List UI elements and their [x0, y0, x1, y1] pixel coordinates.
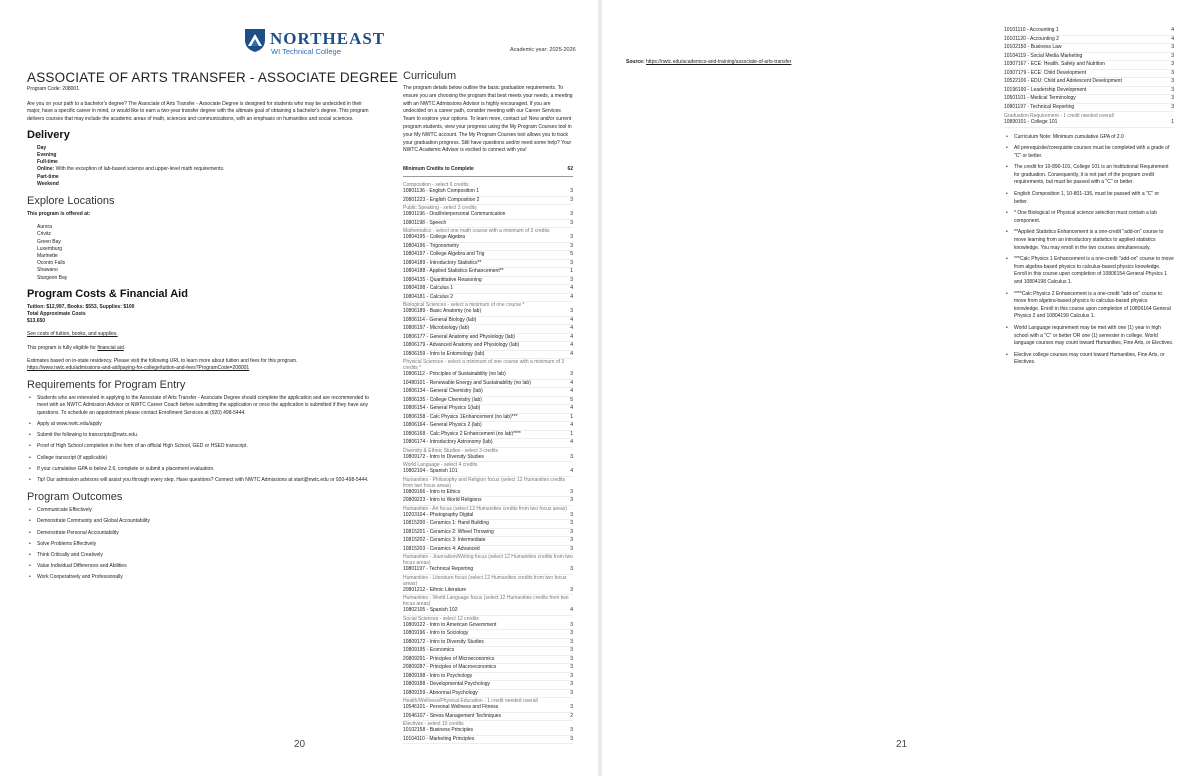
course-credits: 3 — [1171, 61, 1174, 67]
outcomes-list — [27, 507, 375, 581]
course-row — [1004, 70, 1174, 79]
location-item: Crivitz — [37, 231, 51, 238]
costs-estimates: Estimates based on in-state residency. Please visit the following URL to learn more about tuition and fees for this program. — [27, 357, 298, 364]
requirement-item: • If your cumulative GPA is below 2.6, complete or submit a placement evaluation. — [27, 466, 375, 473]
course-row — [403, 656, 573, 665]
course-credits: 4 — [570, 405, 573, 412]
course-name: 10809166 - Intro to Ethics — [403, 488, 461, 495]
course-name: 10801197 - Technical Reporting — [1004, 103, 1075, 110]
course-credits: 4 — [570, 285, 573, 292]
course-group-heading: Mathematics - select one math course with a minimum of 3 credits — [403, 228, 550, 235]
delivery-online — [37, 166, 375, 173]
course-credits: 3 — [570, 621, 573, 628]
logo-college-name: NORTHEAST — [270, 29, 386, 48]
course-name: 10809196 - Intro to Sociology — [403, 630, 469, 637]
course-name: 10806168 - Calc Physics 2 Enhancement (no lab)**** — [403, 430, 521, 437]
course-row — [403, 211, 573, 220]
course-credits: 3 — [570, 630, 573, 637]
course-name: 10801196 - Oral/Interpersonal Communication — [403, 211, 506, 218]
course-row — [403, 397, 573, 406]
course-name: 10101120 - Accounting 2 — [1004, 35, 1059, 42]
course-row — [403, 736, 573, 745]
course-credits: 4 — [570, 325, 573, 332]
course-credits: 3 — [570, 196, 573, 203]
course-credits: 3 — [570, 520, 573, 527]
course-credits: 4 — [570, 607, 573, 614]
financial-aid-line: This program is fully eligible for financial aid. — [27, 344, 126, 351]
course-row — [1004, 95, 1174, 104]
course-group-heading: Health/Wellness/Physical Education - 1 credit needed overall — [403, 698, 538, 705]
course-credits: 3 — [570, 545, 573, 552]
course-name: 10806174 - Introductory Astronomy (lab) — [403, 439, 493, 446]
course-name: 10806179 - Advanced Anatomy and Physiology (lab) — [403, 342, 520, 349]
course-name: 10809172 - Intro to Diversity Studies — [403, 453, 484, 460]
source-line — [626, 59, 791, 65]
course-row — [403, 268, 573, 277]
course-name: 10806154 - General Physics 1(lab) — [403, 405, 481, 412]
course-credits: 3 — [570, 735, 573, 742]
curriculum-note: • **Applied Statistics Enhancement is a one-credit "add-on" course to move learning from an introductory statistics to applied statistics knowledge. You may enroll in the two courses simultaneously. — [1004, 229, 1174, 252]
course-credits: 4 — [570, 316, 573, 323]
course-credits: 3 — [1171, 52, 1174, 59]
course-name: 10809172 - Intro to Diversity Studies — [403, 638, 484, 645]
course-row — [403, 529, 573, 538]
course-row — [403, 405, 573, 414]
course-credits: 3 — [570, 638, 573, 645]
course-name: 10815201 - Ceramics 2: Wheel Throwing — [403, 528, 494, 535]
course-name: 10806197 - Microbiology (lab) — [403, 325, 470, 332]
course-name: 10196190 - Leadership Development — [1004, 86, 1087, 93]
delivery-list — [27, 145, 375, 188]
course-name: 10307167 - ECE: Health, Safety and Nutrition — [1004, 61, 1105, 67]
course-row — [403, 388, 573, 397]
outcome-item: • Demonstrate Community and Global Accountability — [27, 518, 375, 525]
financial-aid-link[interactable]: financial aid — [97, 344, 124, 351]
course-credits: 4 — [570, 379, 573, 386]
course-name: 10806189 - Basic Anatomy (no lab) — [403, 308, 482, 315]
course-row — [403, 454, 573, 463]
course-credits: 3 — [570, 188, 573, 195]
requirement-item: • College transcript (if applicable) — [27, 455, 375, 462]
course-row — [403, 334, 573, 343]
curriculum-continued-column — [1004, 27, 1174, 371]
course-credits: 4 — [1171, 27, 1174, 33]
course-name: 10890101 - College 101 — [1004, 119, 1058, 125]
course-credits: 3 — [570, 727, 573, 734]
course-row — [403, 243, 573, 252]
course-credits: 3 — [570, 219, 573, 226]
course-name: 10804197 - College Algebra and Trig — [403, 251, 485, 258]
course-name: 10480101 - Renewable Energy and Sustainability (no lab) — [403, 379, 531, 386]
course-groups — [403, 182, 573, 744]
course-group-heading: World Language - select 4 credits — [403, 462, 478, 469]
course-credits: 4 — [570, 468, 573, 475]
course-row — [1004, 78, 1174, 87]
logo-college-subtitle: WI Technical College — [271, 47, 341, 56]
course-credits: 4 — [570, 439, 573, 446]
costs-heading: Program Costs & Financial Aid — [27, 287, 188, 300]
outcomes-heading: Program Outcomes — [27, 491, 123, 504]
course-row — [1004, 53, 1174, 62]
delivery-heading: Delivery — [27, 128, 70, 141]
course-credits: 3 — [570, 488, 573, 495]
course-name: 10809159 - Abnormal Psychology — [403, 689, 478, 696]
course-group-heading: Humanities - Philosophy and Religion focus (select 12 Humanities credits from two focus areas) — [403, 476, 566, 489]
course-name: 20809291 - Principles of Microeconomics — [403, 655, 495, 662]
course-credits: 3 — [1171, 86, 1174, 93]
course-name: 10815202 - Ceramics 3: Intermediate — [403, 537, 486, 544]
requirement-item: • Proof of High School completion in the form of an official High School, GED or HSED transcript. — [27, 443, 375, 450]
course-row — [403, 489, 573, 498]
location-item: Aurora — [37, 224, 53, 231]
course-credits: 3 — [570, 242, 573, 249]
course-row — [403, 294, 573, 303]
costs-link[interactable]: See costs of tuition, books, and supplies. — [27, 331, 118, 338]
course-group-heading: Biological Sciences - select a minimum of one course * — [403, 302, 525, 309]
course-credits: 3 — [570, 672, 573, 679]
course-group-heading: Diversity & Ethnic Studies - select 3 credits — [403, 447, 499, 454]
course-row — [403, 325, 573, 334]
course-name: 10806134 - General Chemistry (lab) — [403, 388, 483, 395]
course-row — [1004, 27, 1174, 36]
page-right — [602, 0, 1200, 776]
course-row — [403, 546, 573, 555]
course-name: 10804189 - Introductory Statistics** — [403, 259, 482, 266]
course-row — [1004, 61, 1174, 70]
outcome-item: • Demonstrate Personal Accountability — [27, 530, 375, 537]
delivery-parttime: Part-time — [37, 173, 59, 180]
costs-total-label: Total Approximate Costs — [27, 311, 86, 318]
course-name: 10102158 - Business Principles — [403, 727, 474, 734]
min-credits-row — [403, 166, 573, 177]
source-label: Source: — [626, 59, 645, 65]
course-credits: 3 — [570, 586, 573, 593]
course-credits: 3 — [1171, 78, 1174, 84]
delivery-weekend: Weekend — [37, 180, 59, 187]
course-row — [403, 647, 573, 656]
course-name: 10546101 - Personal Wellness and Fitness — [403, 704, 499, 711]
course-credits: 2 — [570, 712, 573, 719]
locations-heading: Explore Locations — [27, 195, 115, 208]
course-row — [403, 727, 573, 736]
course-row — [403, 607, 573, 616]
course-credits: 4 — [570, 293, 573, 300]
course-row — [403, 422, 573, 431]
course-row — [403, 681, 573, 690]
course-group-heading: Electives - select 10 credits — [403, 721, 464, 728]
course-row — [403, 342, 573, 351]
course-row — [403, 431, 573, 440]
course-row — [403, 537, 573, 546]
course-row — [403, 622, 573, 631]
requirement-item: • Tip! Our admission advisors will assist you through every step. Have questions? Connect with NWTC Admissions at start@nwtc.edu or 920-498-5444. — [27, 477, 375, 484]
course-name: 10804188 - Applied Statistics Enhancement** — [403, 268, 504, 275]
course-name: 10806164 - General Physics 2 (lab) — [403, 422, 482, 429]
course-group-heading: Public Speaking - select 3 credits — [403, 205, 477, 212]
course-name: 20801212 - Ethnic Literature — [403, 586, 467, 593]
course-name: 10501101 - Medical Terminology — [1004, 95, 1076, 101]
course-credits: 1 — [570, 413, 573, 420]
location-item: Marinette — [37, 253, 58, 260]
delivery-online-label: Online: — [37, 166, 55, 173]
course-name: 10804195 - College Algebra — [403, 234, 465, 241]
tuition-url-link[interactable]: https://www.nwtc.edu/admissions-and-aid/paying-for-college/tuition-and-fees?ProgramCode=208001 — [27, 365, 250, 372]
course-credits: 3 — [570, 276, 573, 283]
course-row — [403, 251, 573, 260]
shield-icon — [243, 27, 267, 53]
curriculum-heading: Curriculum — [403, 70, 457, 82]
requirement-item: • Submit the following to transcripts@nwtc.edu. — [27, 432, 375, 439]
course-name: 10801136 - English Composition 1 — [403, 188, 480, 195]
page-number-left: 20 — [294, 739, 306, 750]
course-row — [403, 520, 573, 529]
course-row — [1004, 44, 1174, 53]
course-name: 10806158 - Calc Physics 1Enhancement (no lab)*** — [403, 413, 518, 420]
course-row — [403, 630, 573, 639]
course-credits: 3 — [570, 704, 573, 711]
course-credits: 1 — [1171, 119, 1174, 125]
course-name: 10801197 - Technical Reporting — [403, 566, 474, 573]
course-name: 10104110 - Marketing Principles — [403, 735, 475, 742]
course-name: 10809188 - Developmental Psychology — [403, 681, 490, 688]
delivery-fulltime: Full-time — [37, 159, 58, 166]
course-name: 10546107 - Stress Management Techniques — [403, 712, 502, 719]
course-name: 10809198 - Intro to Psychology — [403, 672, 473, 679]
course-name: 10801198 - Speech — [403, 219, 447, 226]
course-row — [403, 566, 573, 575]
course-credits: 3 — [1171, 69, 1174, 76]
delivery-online-text: With the exception of lab-based science and upper-level math requirements. — [55, 166, 225, 173]
course-name: 10102150 - Business Law — [1004, 44, 1062, 50]
curriculum-note: • Curriculum Note: Minimum cumulative GPA of 2.0 — [1004, 134, 1174, 142]
course-credits: 3 — [570, 655, 573, 662]
course-credits: 3 — [570, 511, 573, 518]
course-name: 10806135 - College Chemistry (lab) — [403, 396, 482, 403]
course-credits: 3 — [570, 308, 573, 315]
course-row — [403, 512, 573, 521]
course-group-heading: Physical Sciences - select a minimum of one course with a minimum of 3 credits * — [403, 359, 565, 372]
course-name: 10806177 - General Anatomy and Physiology (lab) — [403, 333, 516, 340]
course-name: 10804181 - Calculus 2 — [403, 293, 454, 300]
course-name: 10203104 - Photography Digital — [403, 511, 474, 518]
course-credits: 4 — [570, 422, 573, 429]
course-group-heading: Humanities - Literature focus (select 12 Humanities credits from two focus areas) — [403, 574, 567, 587]
course-row — [403, 468, 573, 477]
course-name: 10806112 - Principles of Sustainability (no lab) — [403, 371, 506, 378]
course-credits: 4 — [570, 388, 573, 395]
academic-year: Academic year: 2025-2026 — [510, 47, 576, 53]
course-row — [403, 285, 573, 294]
course-credits: 3 — [570, 689, 573, 696]
curriculum-note: • Elective college courses may count toward Humanities, Fine Arts, or Electives. — [1004, 352, 1174, 367]
program-title: ASSOCIATE OF ARTS TRANSFER - ASSOCIATE DEGREE — [27, 70, 399, 85]
course-name: 10522106 - EDU: Child and Adolescent Development — [1004, 78, 1122, 84]
outcome-item: • Solve Problems Effectively — [27, 541, 375, 548]
location-item: Sturgeon Bay — [37, 274, 68, 281]
continued-course-list — [1004, 27, 1174, 112]
course-row — [403, 497, 573, 506]
curriculum-column — [403, 70, 573, 744]
course-row — [403, 380, 573, 389]
course-credits: 5 — [570, 396, 573, 403]
course-row — [1004, 119, 1174, 128]
program-info-column — [27, 70, 399, 586]
requirement-item: • Students who are interested in applying to the Associate of Arts Transfer - Associate Degree should complete the application and are recommended to meet with an NWTC Admission Advisor or NWTC Career Coach before submitting the application or once the application is submitted if they have any questions. To schedule an appointment please contact Enrollment Services at (920) 498-5444. — [27, 395, 375, 417]
course-credits: 1 — [570, 268, 573, 275]
course-credits: 4 — [570, 350, 573, 357]
course-row — [403, 317, 573, 326]
course-name: 20801223 - English Composition 2 — [403, 196, 480, 203]
page-number-right: 21 — [896, 739, 908, 750]
curriculum-note: • All prerequisite/corequisite courses must be completed with a grade of "C" or better. — [1004, 145, 1174, 160]
course-group-heading: Humanities - World Language focus (select 12 Humanities credits from two focus areas) — [403, 595, 569, 608]
course-row — [403, 414, 573, 423]
course-name: 10815203 - Ceramics 4: Advanced — [403, 545, 480, 552]
course-group-heading: Composition - select 6 credits — [403, 182, 469, 189]
course-credits: 3 — [1171, 95, 1174, 101]
location-item: Green Bay — [37, 238, 61, 245]
course-row — [403, 277, 573, 286]
course-row — [403, 371, 573, 380]
course-credits: 1 — [570, 430, 573, 437]
locations-offered-at: This program is offered at: — [27, 211, 91, 218]
location-item: Luxemburg — [37, 245, 63, 252]
costs-total: $13,650 — [27, 318, 46, 325]
course-name: 10804198 - Calculus 1 — [403, 285, 454, 292]
course-group-heading: Humanities - Journalism/Writing focus (select 12 Humanities credits from two focus areas) — [403, 554, 573, 567]
course-row — [403, 690, 573, 699]
course-credits: 5 — [570, 251, 573, 258]
costs-breakdown: Tuition: $12,997, Books: $553, Supplies: $100 — [27, 303, 135, 310]
min-credits-label: Minimum Credits to Complete — [403, 166, 474, 173]
course-row — [403, 713, 573, 722]
course-row — [1004, 104, 1174, 113]
locations-list — [27, 224, 375, 282]
course-credits: 3 — [570, 211, 573, 218]
course-credits: 3 — [1171, 44, 1174, 50]
outcome-item: • Communicate Effectively — [27, 507, 375, 514]
curriculum-note: • The credit for 10-890-101, College 101 is an Institutional Requirement for graduation. Consequently, it is not part of the program credit requirements, but must be passed with a "C" or better. — [1004, 164, 1174, 187]
course-name: 10101110 - Accounting 1 — [1004, 27, 1059, 33]
financial-aid-text: This program is fully eligible for — [27, 344, 96, 351]
delivery-day: Day — [37, 144, 47, 151]
course-name: 20809287 - Principles of Macroeconomics — [403, 664, 497, 671]
outcome-item: • Think Critically and Creatively — [27, 552, 375, 559]
course-name: 10802105 - Spanish 102 — [403, 607, 458, 614]
course-name: 10307179 - ECE: Child Development — [1004, 69, 1086, 76]
course-name: 10809122 - Intro to American Government — [403, 621, 497, 628]
requirements-list — [27, 395, 375, 484]
course-name: 10815200 - Ceramics 1: Hand Building — [403, 520, 489, 527]
course-row — [403, 197, 573, 206]
curriculum-note: • English Composition 1, 10-801-136, must be passed with a "C" or better. — [1004, 191, 1174, 206]
course-row — [1004, 36, 1174, 45]
program-code: Program Code: 208001 — [27, 86, 79, 92]
grad-req-course-list — [1004, 119, 1174, 128]
college-logo — [243, 27, 386, 56]
course-credits: 3 — [570, 566, 573, 573]
course-row — [403, 587, 573, 596]
requirement-item: • Apply at www.nwtc.edu/apply — [27, 421, 375, 428]
location-item: Oconto Falls — [37, 260, 66, 267]
course-row — [403, 351, 573, 360]
course-credits: 3 — [570, 537, 573, 544]
course-credits: 3 — [570, 259, 573, 266]
min-credits-value: 62 — [567, 166, 573, 173]
course-row — [403, 220, 573, 229]
course-group-heading: Humanities - Art focus (select 12 Humanities credits from two focus areas) — [403, 505, 567, 512]
course-name: 10806159 - Intro to Entomology (lab) — [403, 350, 485, 357]
course-row — [403, 188, 573, 197]
course-row — [403, 704, 573, 713]
course-name: 10804196 - Trigonometry — [403, 242, 459, 249]
course-row — [403, 234, 573, 243]
course-row — [403, 260, 573, 269]
curriculum-note: • ****Calc Physics 2 Enhancement is a one-credit "add-on" course to move from algebra-based physics to calculus-based physics knowledge. Enroll in this course upon completion of 10806164 General Physics 2 and 10804199 Calculus 1. — [1004, 291, 1174, 321]
location-item: Shawano — [37, 267, 58, 274]
grad-req-heading: Graduation Requirement - 1 credit needed overall — [1004, 113, 1114, 119]
course-credits: 4 — [570, 333, 573, 340]
course-credits: 3 — [570, 497, 573, 504]
course-name: 20809223 - Intro to World Religions — [403, 497, 482, 504]
course-credits: 3 — [570, 647, 573, 654]
course-name: 10809195 - Economics — [403, 647, 455, 654]
course-credits: 4 — [570, 342, 573, 349]
course-group-heading: Social Sciences - select 12 credits — [403, 615, 479, 622]
course-credits: 3 — [570, 681, 573, 688]
course-row — [1004, 87, 1174, 96]
outcome-item: • Value Individual Differences and Abilities — [27, 563, 375, 570]
course-row — [403, 664, 573, 673]
course-credits: 3 — [570, 528, 573, 535]
program-intro: Are you on your path to a bachelor's degree? The Associate of Arts Transfer - Associate Degree is designed for students who may be undecided in their major, have a specific career in mind, or would like to earn a two-year transfer degree with the ultimate goal of obtaining a bachelor's degree. This program delivers courses that may include the academic areas of math, sciences and communications, with an emphasis on humanities and social sciences. — [27, 101, 369, 122]
course-credits: 3 — [570, 453, 573, 460]
requirements-heading: Requirements for Program Entry — [27, 379, 186, 392]
course-name: 10804135 - Quantitative Reasoning — [403, 276, 482, 283]
page-left — [0, 0, 598, 776]
course-credits: 3 — [570, 234, 573, 241]
course-name: 10104119 - Social Media Marketing — [1004, 52, 1083, 59]
delivery-evening: Evening — [37, 152, 57, 159]
course-credits: 3 — [570, 371, 573, 378]
course-name: 10802104 - Spanish 101 — [403, 468, 458, 475]
curriculum-intro: The program details below outline the basic graduation requirements. To ensure you are choosing the program that best meets your needs, a meeting with an NWTC Admissions Advisor is highly encouraged. If you are undecided on a career path, consider meeting with our Career Services Team to explore your options. To learn more, contact us! New and/or current program students, view your progress using the My Program Courses tool in your My NWTC account. The My Program Courses tool allows you to track your graduation progress. Still have questions and/or need some help? Your NWTC Academic Advisor is excited to connect with you! — [403, 85, 573, 154]
curriculum-note: • World Language requirement may be met with one (1) year in high school with a "C" or better OR one (1) semester in college. World language courses may count toward Humanities, Fine Arts, or Electives. — [1004, 325, 1174, 348]
course-row — [403, 439, 573, 448]
course-name: 10806114 - General Biology (lab) — [403, 316, 477, 323]
curriculum-notes — [1004, 134, 1174, 367]
source-url-link[interactable]: https://nwtc.edu/academics-and-training/associate-of-arts-transfer — [646, 59, 792, 65]
curriculum-note: • * One Biological or Physical science selection must contain a lab component. — [1004, 210, 1174, 225]
course-credits: 3 — [1171, 103, 1174, 110]
course-row — [403, 308, 573, 317]
course-row — [403, 673, 573, 682]
outcome-item: • Work Cooperatively and Professionally — [27, 574, 375, 581]
curriculum-note: • ***Calc Physics 1 Enhancement is a one-credit "add-on" course to move from algebra-based physics to calculus-based physics knowledge. Enroll in this course upon completion of 10806154 General Physics 1 and 10804198 Calculus 1. — [1004, 256, 1174, 286]
course-credits: 4 — [1171, 35, 1174, 42]
course-row — [403, 639, 573, 648]
course-credits: 3 — [570, 664, 573, 671]
